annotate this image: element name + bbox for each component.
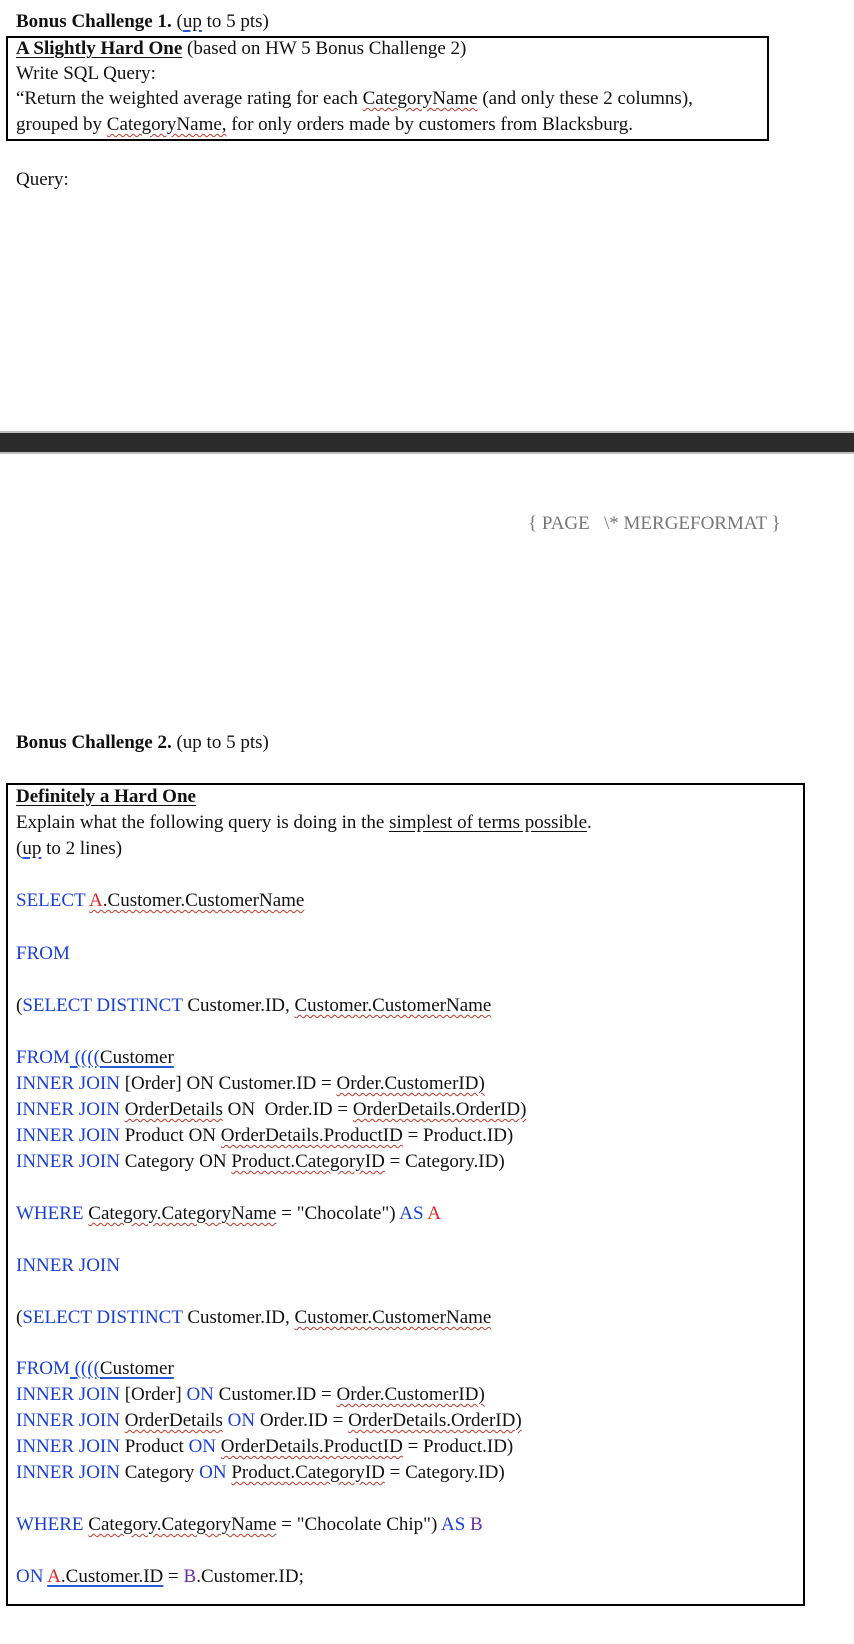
- code-select-target: [89, 890, 304, 911]
- code-alias-b-as: B: [470, 1514, 483, 1535]
- bc1-heading: [16, 11, 269, 33]
- code-subquery-a-from: [16, 1047, 174, 1069]
- code-as-b: AS: [440, 1514, 466, 1535]
- bc2-box-title: Definitely a Hard One: [16, 786, 196, 807]
- code-select-distinct-a: SELECT DISTINCT: [22, 995, 183, 1016]
- code-on-a4: ON: [199, 1151, 227, 1172]
- bc1-box-title: A Slightly Hard One: [16, 38, 183, 59]
- code-product-a: Product: [119, 1125, 189, 1146]
- code-b-join-category: [16, 1462, 505, 1484]
- code-a-join-category: [16, 1151, 505, 1173]
- code-on-b2: ON: [227, 1410, 256, 1431]
- code-od-productid-a: OrderDetails.ProductID: [220, 1125, 403, 1146]
- code-on-b1: ON: [186, 1384, 214, 1405]
- code-order-id-eq-a: Order.ID =: [259, 1099, 353, 1120]
- bc2-heading: [16, 732, 269, 754]
- code-where-b: WHERE: [16, 1514, 84, 1535]
- code-eq-product-id-a: = Product.ID): [402, 1125, 514, 1146]
- code-od-orderid-a: OrderDetails.OrderID): [352, 1099, 527, 1120]
- code-b-join-order: [16, 1384, 485, 1406]
- code-from-target-b: [70, 1358, 174, 1379]
- bc1-prompt-line2-a: grouped by: [16, 114, 107, 135]
- code-prod-catid-a: Product.CategoryID: [231, 1151, 385, 1172]
- code-product-b: Product: [119, 1436, 189, 1457]
- bc2-box-title-line: [16, 786, 196, 808]
- page-field-code: { PAGE \* MERGEFORMAT }: [528, 513, 781, 534]
- code-paren-open-b: (: [16, 1307, 23, 1328]
- code-inner-join-a2: INNER JOIN: [16, 1099, 120, 1120]
- code-cat-catname-b: Category.CategoryName: [88, 1514, 277, 1535]
- code-where-a: WHERE: [16, 1203, 84, 1224]
- code-subquery-b-from: [16, 1358, 174, 1380]
- code-cat-catname-a: Category.CategoryName: [88, 1203, 277, 1224]
- code-a-join-order: [16, 1073, 485, 1095]
- code-inner-join-b4: INNER JOIN: [16, 1462, 120, 1483]
- code-a-where: [16, 1203, 441, 1225]
- code-cust-id-b: Customer.ID,: [182, 1307, 295, 1328]
- code-paren4-b: ((((: [69, 1358, 100, 1379]
- code-inner-join-mid: INNER JOIN: [16, 1255, 120, 1276]
- bc1-heading-rest: to 5 pts): [201, 11, 269, 32]
- code-b-where: [16, 1514, 483, 1536]
- code-on-b4: ON: [199, 1462, 227, 1483]
- code-on-a2: ON: [222, 1099, 260, 1120]
- code-on-b3: ON: [188, 1436, 217, 1457]
- code-subquery-b-select: [16, 1307, 491, 1329]
- code-order-bracket-b: [Order]: [119, 1384, 187, 1405]
- code-eq-b: =: [163, 1566, 184, 1587]
- code-orderdetails-a: OrderDetails: [124, 1099, 223, 1120]
- code-inner-join-a4: INNER JOIN: [16, 1151, 120, 1172]
- bc2-explain-c: .: [587, 812, 592, 833]
- code-cust-name-b: Customer.CustomerName: [294, 1307, 492, 1328]
- bc2-limit-rest: to 2 lines): [41, 838, 123, 859]
- code-inner-join-b3: INNER JOIN: [16, 1436, 120, 1457]
- code-b-join-product: [16, 1436, 513, 1458]
- bc2-heading-rest: (up to 5 pts): [171, 732, 269, 753]
- bc1-prompt-line2-b: CategoryName,: [106, 114, 227, 135]
- bc2-explain-b: simplest of terms possible: [389, 812, 587, 833]
- code-customer-b: Customer: [99, 1358, 174, 1379]
- bc1-heading-open: (: [171, 11, 183, 32]
- code-b-rest: .Customer.ID;: [196, 1566, 304, 1587]
- bc1-write-sql: Write SQL Query:: [16, 63, 156, 84]
- code-inner-join-b1: INNER JOIN: [16, 1384, 120, 1405]
- code-od-orderid-b: OrderDetails.OrderID): [348, 1410, 522, 1431]
- code-from-target-a: [70, 1047, 174, 1068]
- page-gap-bottom: [0, 452, 854, 454]
- code-a-customer-id: [47, 1566, 163, 1587]
- code-order-bracket-a: [Order]: [119, 1073, 187, 1094]
- code-alias-a-final: A: [47, 1566, 61, 1587]
- code-select-distinct-b: SELECT DISTINCT: [22, 1307, 183, 1328]
- code-a-join-product: [16, 1125, 513, 1147]
- bc2-limit-up: up: [22, 838, 42, 859]
- code-order-custid-a: Order.CustomerID): [336, 1073, 485, 1094]
- code-inner-join-a3: INNER JOIN: [16, 1125, 120, 1146]
- code-from-line: FROM: [16, 943, 70, 964]
- bc1-query-label: Query:: [16, 169, 69, 190]
- code-orderdetails-b: OrderDetails: [124, 1410, 223, 1431]
- code-inner-join-a1: INNER JOIN: [16, 1073, 120, 1094]
- code-a-join-orderdetails: [16, 1099, 526, 1121]
- code-paren-open-a: (: [16, 995, 23, 1016]
- code-od-productid-b: OrderDetails.ProductID: [220, 1436, 403, 1457]
- code-category-a: Category: [119, 1151, 200, 1172]
- code-eq-chocolate: = "Chocolate"): [276, 1203, 400, 1224]
- code-on-a3: ON: [188, 1125, 217, 1146]
- code-as-a: AS: [399, 1203, 424, 1224]
- code-on-a1: ON: [186, 1073, 214, 1094]
- code-cust-id-eq-a: Customer.ID =: [213, 1073, 337, 1094]
- bc1-heading-bold: Bonus Challenge 1.: [16, 11, 172, 32]
- bc2-limit: [16, 838, 122, 860]
- code-cust-name-a: Customer.CustomerName: [294, 995, 492, 1016]
- code-customer-a: Customer: [99, 1047, 174, 1068]
- code-prod-catid-b: Product.CategoryID: [231, 1462, 385, 1483]
- code-eq-product-id-b: = Product.ID): [402, 1436, 514, 1457]
- bc1-prompt-line1-c: (and only these 2 columns),: [477, 88, 693, 109]
- bc1-prompt-line1-b: CategoryName: [362, 88, 478, 109]
- bc1-prompt-line2-c: for only orders made by customers from Blacksburg.: [226, 114, 634, 135]
- code-alias-b-final: B: [183, 1566, 197, 1587]
- bc2-limit-open: (: [16, 838, 23, 859]
- code-eq-chocolate-chip: = "Chocolate Chip"): [276, 1514, 441, 1535]
- bc1-prompt-line1: [16, 88, 693, 110]
- page-separator: [0, 433, 854, 452]
- code-order-custid-b: Order.CustomerID): [336, 1384, 485, 1405]
- bc1-prompt-line1-a: “Return the weighted average rating for each: [16, 88, 363, 109]
- code-on-final: ON: [16, 1566, 44, 1587]
- bc2-heading-bold: Bonus Challenge 2.: [16, 732, 172, 753]
- bc1-box-title-line: [16, 38, 466, 60]
- code-cust-id-a: Customer.ID,: [182, 995, 295, 1016]
- code-eq-cat-id-a: = Category.ID): [384, 1151, 505, 1172]
- code-from-kw-a: FROM: [16, 1047, 70, 1068]
- code-alias-a: A: [89, 890, 103, 911]
- code-alias-a-as: A: [427, 1203, 442, 1224]
- code-inner-join-b2: INNER JOIN: [16, 1410, 120, 1431]
- bc2-explain: [16, 812, 592, 834]
- bc1-prompt-line2: [16, 114, 633, 136]
- bc1-box-title-rest: (based on HW 5 Bonus Challenge 2): [182, 38, 467, 59]
- code-a-customer-id-rest: .Customer.ID: [60, 1566, 164, 1587]
- code-paren4-a: ((((: [69, 1047, 100, 1068]
- code-order-id-eq-b: Order.ID =: [255, 1410, 349, 1431]
- bc1-heading-up: up: [182, 11, 202, 32]
- code-from-kw-b: FROM: [16, 1358, 70, 1379]
- code-cust-id-eq-b: Customer.ID =: [213, 1384, 337, 1405]
- bc2-explain-a: Explain what the following query is doing in the: [16, 812, 390, 833]
- code-subquery-a-select: [16, 995, 491, 1017]
- code-on-final-line: [16, 1566, 304, 1588]
- code-eq-cat-id-b: = Category.ID): [384, 1462, 505, 1483]
- code-select-kw: SELECT: [16, 890, 90, 911]
- code-dot-customer-name: .Customer.CustomerName: [102, 890, 305, 911]
- code-select-line: [16, 890, 304, 912]
- code-b-join-orderdetails: [16, 1410, 522, 1432]
- code-category-b: Category: [119, 1462, 200, 1483]
